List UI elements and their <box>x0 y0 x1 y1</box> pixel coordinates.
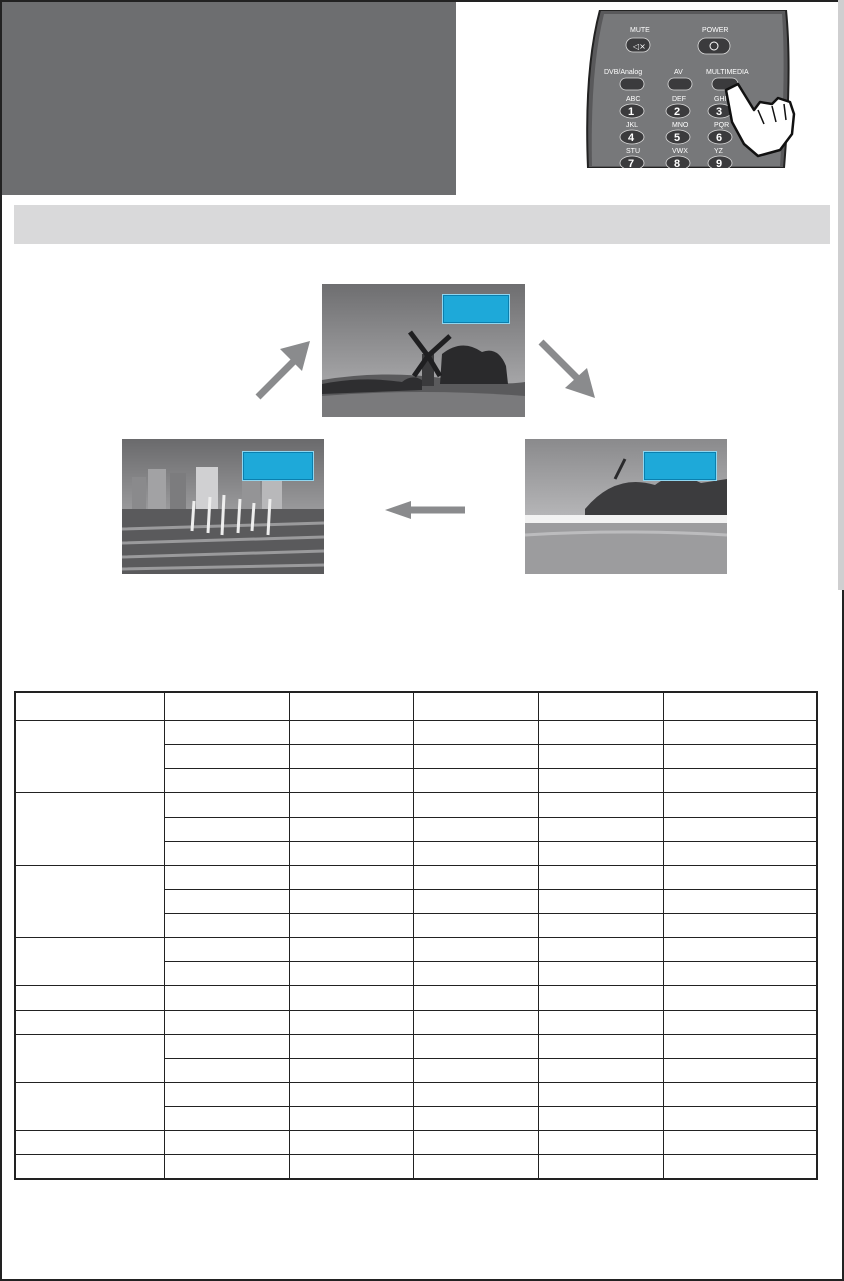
table-row <box>15 1155 817 1179</box>
key-digit: 5 <box>674 132 681 144</box>
table-row <box>15 938 817 962</box>
key-digit: 2 <box>674 106 681 118</box>
key-letters: DEF <box>672 96 686 103</box>
key-letters: JKL <box>626 122 639 129</box>
key-letters: GHI <box>714 96 727 103</box>
key-digit: 7 <box>628 158 635 168</box>
key-letters: YZ <box>714 148 723 155</box>
page-edge-strip <box>838 0 844 590</box>
remote-dvb-text: DVB/Analog <box>604 69 643 76</box>
power-button[interactable] <box>698 38 730 54</box>
key-letters: PQR <box>714 122 730 129</box>
key-letters: MNO <box>672 122 689 129</box>
arrow-left-icon <box>383 500 467 520</box>
remote-av-text: AV <box>674 69 683 76</box>
header-block <box>2 2 456 195</box>
table-row <box>15 1034 817 1058</box>
osd-mode-label <box>643 451 717 481</box>
key-digit: 1 <box>628 106 635 118</box>
arrow-down-right-icon <box>535 338 599 402</box>
remote-control-illustration <box>586 10 800 168</box>
table-row <box>15 865 817 889</box>
table-row <box>15 1131 817 1155</box>
format-table <box>14 691 818 1180</box>
table-row <box>15 721 817 745</box>
windmill-scene-image <box>322 284 525 417</box>
osd-mode-label <box>442 294 510 324</box>
key-letters: ABC <box>626 96 641 103</box>
key-digit: 8 <box>674 158 681 168</box>
mute-icon: ◁× <box>633 42 646 51</box>
number-keypad <box>620 96 732 168</box>
table-row <box>15 1010 817 1034</box>
remote-power-text: POWER <box>702 27 729 34</box>
key-digit: 4 <box>628 132 635 144</box>
key-digit: 9 <box>716 158 723 168</box>
dvb-analog-button[interactable] <box>620 78 644 90</box>
key-letters: VWX <box>672 148 688 155</box>
table-row <box>15 793 817 817</box>
osd-mode-label <box>242 451 314 481</box>
key-letters: STU <box>626 148 640 155</box>
table-header-row <box>15 692 817 721</box>
remote-mute-text: MUTE <box>630 27 650 34</box>
section-heading-bar <box>14 205 830 244</box>
arrow-up-right-icon <box>252 337 314 401</box>
fountain-city-scene-image <box>122 439 324 574</box>
beach-scene-image <box>525 439 727 574</box>
av-button[interactable] <box>668 78 692 90</box>
table-row <box>15 1082 817 1106</box>
key-digit: 6 <box>716 132 723 144</box>
remote-multimedia-text: MULTIMEDIA <box>706 69 749 76</box>
table-row <box>15 986 817 1010</box>
key-digit: 3 <box>716 106 723 118</box>
